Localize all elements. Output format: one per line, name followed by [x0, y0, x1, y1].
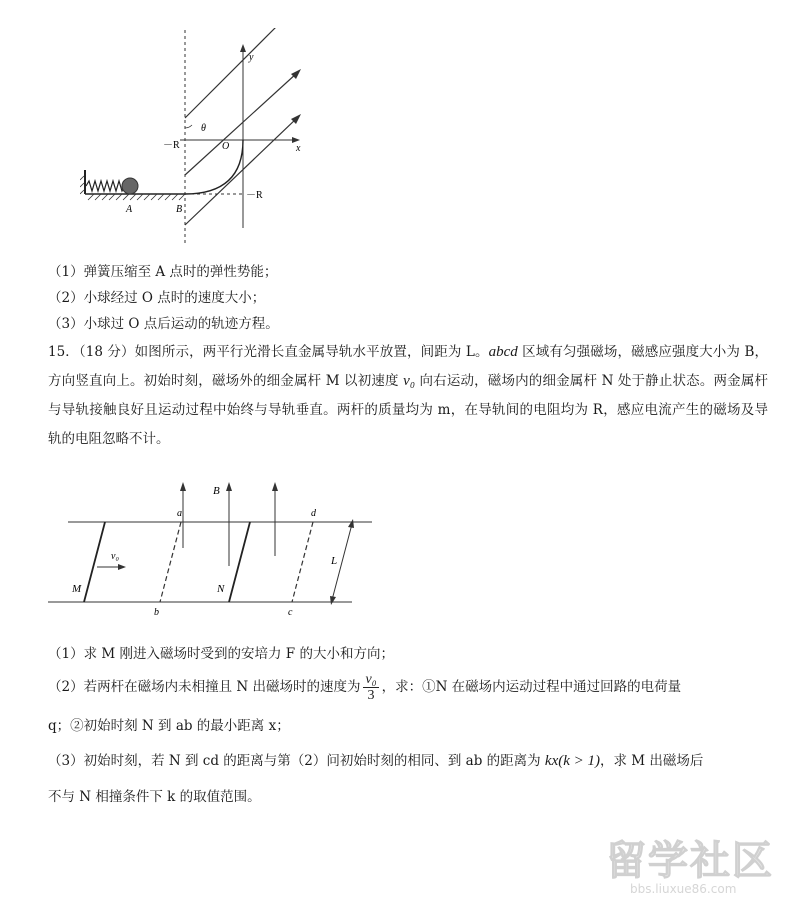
- q15-part-2-b: ，求：①N 在磁场内运动过程中通过回路的电荷量: [381, 679, 682, 695]
- fraction-denominator: 3: [367, 688, 375, 703]
- distance-l-arrow-top: [348, 519, 354, 528]
- watermark-logo-text: 留学社区: [606, 838, 774, 884]
- ball: [122, 178, 138, 194]
- x-axis-label: x: [296, 143, 301, 154]
- q15-part-3-cont: 不与 N 相撞条件下 k 的取值范围。: [48, 789, 261, 805]
- q15-stem-c: 向右运动，磁场内的细金属杆 N 处于静止状态。两金属杆与导轨接触良好且运动过程中始终与导轨垂直。两杆的质量均为 m，在导轨间的电阻均为 R，感应电流产生的磁场及导轨的电阻忽略不计。: [48, 373, 769, 447]
- q15-part-1: （1）求 M 刚进入磁场时受到的安培力 F 的大小和方向；: [48, 646, 394, 662]
- distance-l-label: L: [331, 555, 338, 567]
- theta-arc: [185, 125, 192, 128]
- neg-r-bottom-label: －R: [246, 190, 263, 201]
- velocity-fraction: [363, 672, 378, 703]
- field-line-3: [185, 118, 297, 225]
- q15-part-2-cont: q；②初始时刻 N 到 ab 的最小距离 x；: [48, 718, 290, 734]
- q14-part-2: （2）小球经过 O 点时的速度大小；: [48, 290, 266, 306]
- point-b-label: B: [176, 204, 183, 215]
- fraction-numerator: v₀: [365, 672, 377, 687]
- b-field-label: B: [213, 485, 220, 497]
- q14-part-3: （3）小球过 O 点后运动的轨迹方程。: [48, 316, 279, 332]
- watermark-url: bbs.liuxue86.com: [630, 882, 737, 896]
- b-field-arrowhead-1: [180, 482, 186, 491]
- neg-r-left-label: －R: [163, 140, 180, 151]
- distance-l-arrow-bottom: [330, 596, 336, 605]
- q15-stem-b: 区域有匀强磁场，磁感应强度大小为 B，方向竖直向上。初始时刻，磁场外的细金属杆 M 以初速度: [48, 344, 768, 389]
- point-b-label: b: [154, 607, 159, 618]
- point-a-label: a: [177, 508, 182, 519]
- q14-part-1: （1）弹簧压缩至 A 点时的弹性势能；: [48, 264, 278, 280]
- q15-part-2: [48, 672, 681, 703]
- q15-stem-a: 15．（18 分）如图所示，两平行光滑长直金属导轨水平放置，间距为 L。: [48, 344, 489, 360]
- q15-stem: [48, 338, 768, 454]
- field-line-1: [185, 28, 284, 118]
- q15-stem-v0: v₀: [403, 373, 416, 389]
- point-d-label: d: [311, 508, 316, 519]
- point-a-label: A: [126, 204, 133, 215]
- velocity-arrowhead: [118, 564, 126, 570]
- q15-part-3: [48, 749, 703, 770]
- point-c-label: c: [288, 607, 293, 618]
- q15-stem-abcd: abcd: [488, 344, 518, 360]
- y-axis-label: y: [249, 52, 254, 63]
- rod-m: [84, 522, 105, 602]
- origin-label: O: [222, 141, 230, 152]
- figure-2-diagram: [40, 470, 380, 620]
- q15-part-3-a: （3）初始时刻，若 N 到 cd 的距离与第（2）问初始时刻的相同、到 ab 的距离为: [48, 753, 545, 769]
- velocity-label: v₀: [111, 551, 119, 562]
- b-field-arrowhead-2: [226, 482, 232, 491]
- q15-part-3-b: ，求 M 出磁场后: [600, 753, 704, 769]
- watermark-logo: [606, 840, 786, 900]
- rod-n-label: N: [217, 583, 225, 595]
- y-axis-arrow: [240, 44, 246, 52]
- rod-m-label: M: [72, 583, 82, 595]
- rod-n: [229, 522, 250, 602]
- q15-part-3-math: kx(k > 1): [544, 753, 601, 769]
- theta-label: θ: [201, 123, 206, 134]
- boundary-ab: [160, 522, 181, 602]
- b-field-arrowhead-3: [272, 482, 278, 491]
- boundary-cd: [292, 522, 313, 602]
- spring: [86, 181, 125, 191]
- q15-part-2-a: （2）若两杆在磁场内未相撞且 N 出磁场时的速度为: [48, 679, 361, 695]
- figure-1-diagram: [80, 28, 320, 248]
